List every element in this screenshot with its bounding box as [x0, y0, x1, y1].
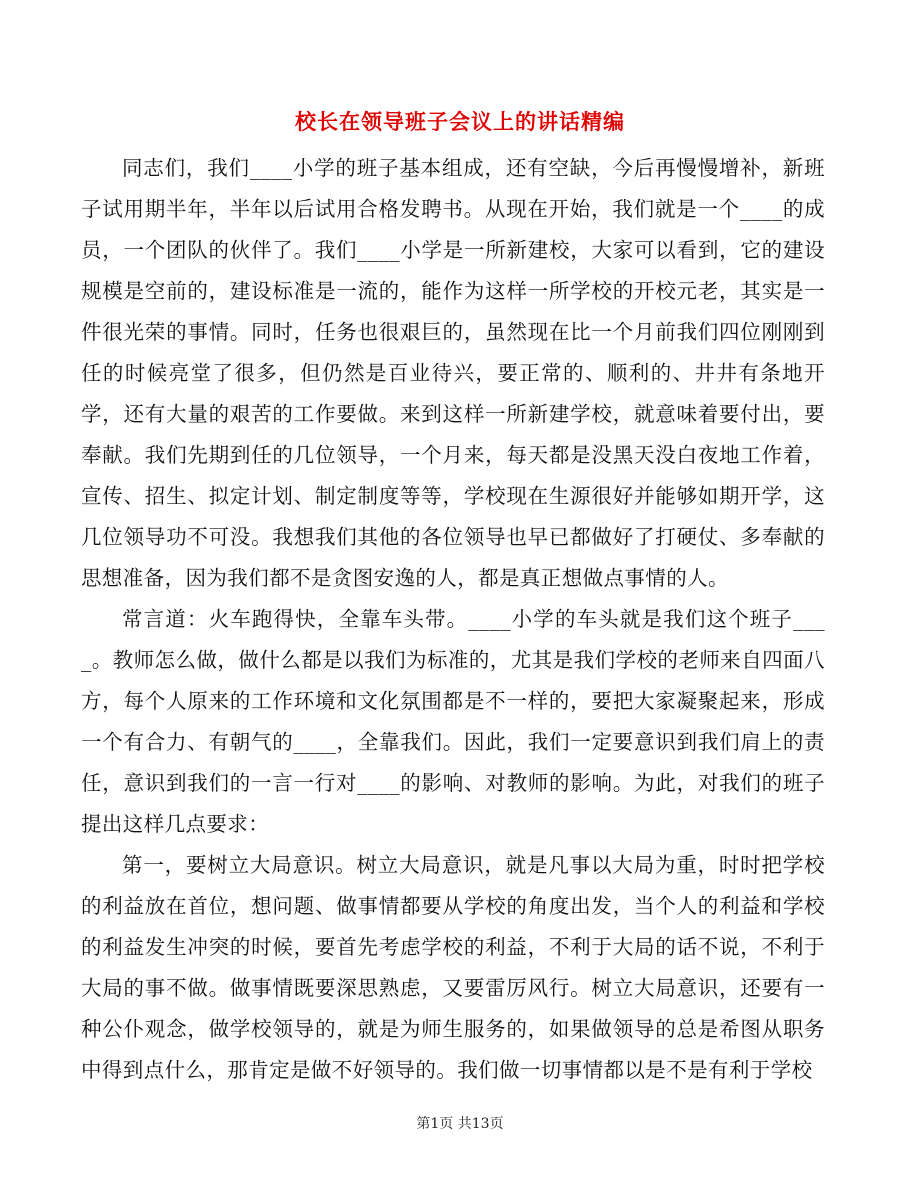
paragraph-3: 第一，要树立大局意识。树立大局意识，就是凡事以大局为重，时时把学校的利益放在首位，想问题、做事情都要从学校的角度出发，当个人的利益和学校的利益发生冲突的时候，要首先考虑学校的利益，不利于大局的话不说，不利于大局的事不做。做事情既要深思熟虑，又要雷厉风行。树立大局意识，还要有一种公仆观念，做学校领导的，就是为师生服务的，如果做领导的总是希图从职务中得到点什么，那肯定是做不好领导的。我们做一切事情都以是不是有利于学校 [81, 853, 825, 1082]
page-number: 第1页 共13页 [416, 1116, 504, 1132]
paragraph-1: 同志们，我们____小学的班子基本组成，还有空缺，今后再慢慢增补，新班子试用期半年，半年以后试用合格发聘书。从现在开始，我们就是一个____的成员，一个团队的伙伴了。我们____小学是一所新建校，大家可以看到，它的建设规模是空前的，建设标准是一流的，能作为这样一所学校的开校元老，其实是一件很光荣的事情。同时，任务也很艰巨的，虽然现在比一个月前我们四位刚刚到任的时候亮堂了很多，但仍然是百业待兴，要正常的、顺利的、井井有条地开学，还有大量的艰苦的工作要做。来到这样一所新建学校，就意味着要付出，要奉献。我们先期到任的几位领导，一个月来，每天都是没黑天没白夜地工作着，宣传、招生、拟定计划、制定制度等等，学校现在生源很好并能够如期开学，这几位领导功不可没。我想我们其他的各位领导也早已都做好了打硬仗、多奉献的思想准备，因为我们都不是贪图安逸的人，都是真正想做点事情的人。 [81, 156, 825, 590]
document-body [81, 148, 825, 1091]
document-title: 校长在领导班子会议上的讲话精编 [295, 109, 625, 134]
paragraph-2: 常言道：火车跑得快，全靠车头带。____小学的车头就是我们这个班子____。教师怎么做，做什么都是以我们为标准的，尤其是我们学校的老师来自四面八方，每个人原来的工作环境和文化氛围都是不一样的，要把大家凝聚起来，形成一个有合力、有朝气的____，全靠我们。因此，我们一定要意识到我们肩上的责任，意识到我们的一言一行对____的影响、对教师的影响。为此，对我们的班子提出这样几点要求： [81, 607, 825, 836]
